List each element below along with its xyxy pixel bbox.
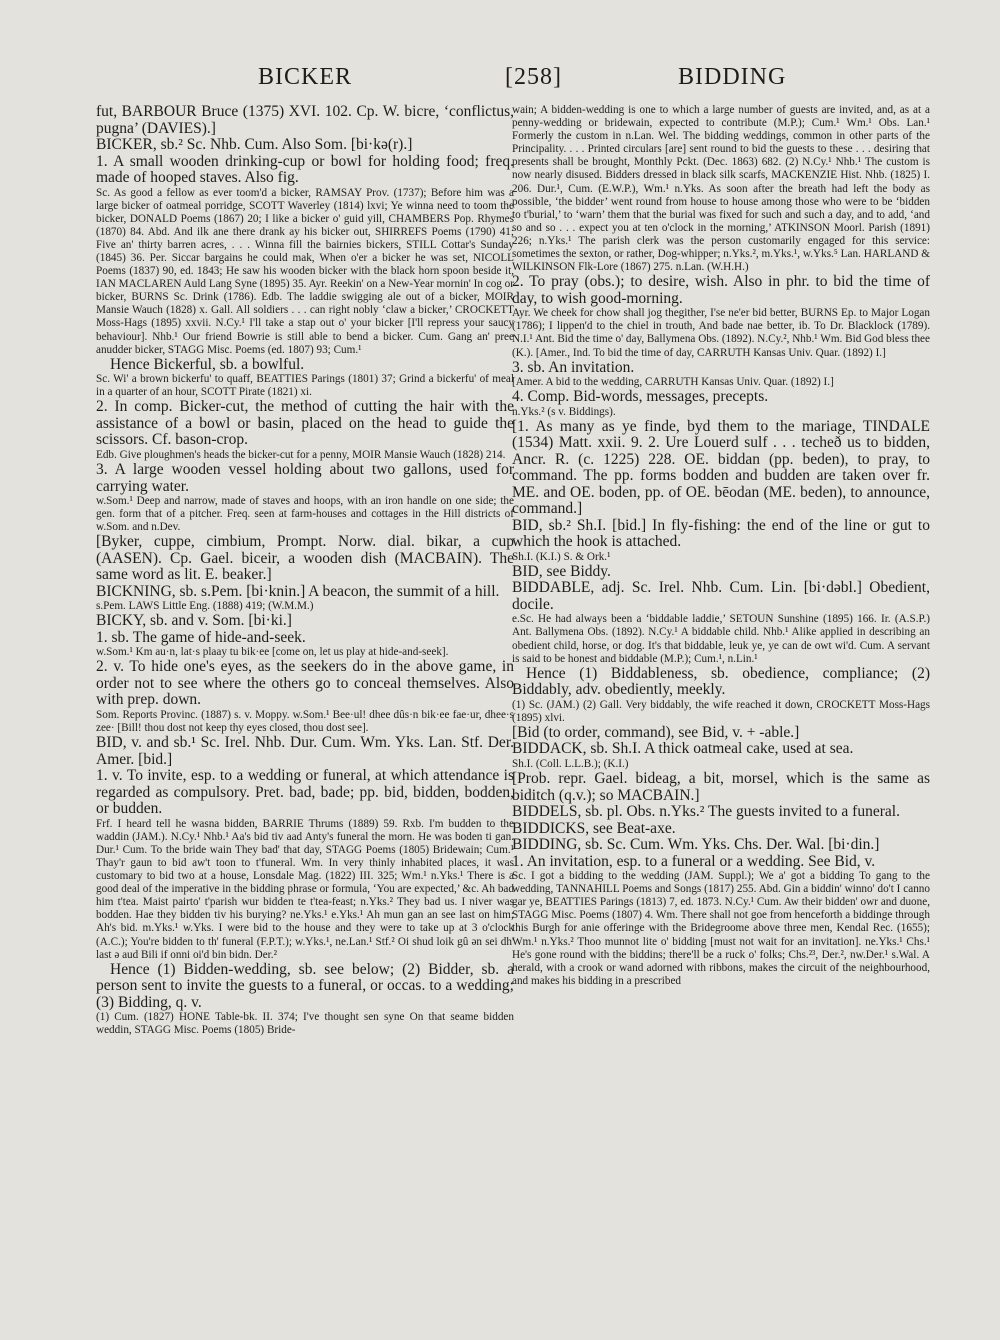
entry-paragraph: 2. To pray (obs.); to desire, wish. Also in phr. to bid the time of day, to wish good-morning.	[512, 273, 930, 307]
entry-paragraph: 1. v. To invite, esp. to a wedding or funeral, at which attendance is regarded as compulsory. Pret. bad, bade; pp. bid, bidden, bodden, or budden.	[96, 767, 514, 818]
entry-paragraph: Hence Bickerful, sb. a bowlful.	[110, 355, 305, 373]
entry-headword-line: BIDDACK, sb. Sh.I. A thick oatmeal cake, used at sea.	[512, 740, 854, 758]
citation-paragraph: Sh.I. (K.I.) S. & Ork.¹	[512, 550, 611, 563]
header-right-word: BIDDING	[678, 64, 787, 90]
entry-headword-line: BICKY, sb. and v. Som. [bi·ki.]	[96, 612, 292, 630]
citation-paragraph: e.Sc. He had always been a ‘biddable laddie,’ SETOUN Sunshine (1895) 166. Ir. (A.S.P.) Ant. Ballymena Obs. (1892). N.Cy.¹ A biddable child. Nhb.¹ Alike applied in describing an obedient child, horse, or dog. It's that biddable, leuk ye, ye can de owt wi'd. Cum. A servant is said to be honest and biddable (M.P.); Cum.¹, n.Lin.¹	[512, 613, 930, 665]
entry-headword-line: BICKNING, sb. s.Pem. [bi·knin.] A beacon, the summit of a hill.	[96, 582, 500, 600]
etymology-paragraph: [1. As many as ye finde, byd them to the mariage, TINDALE (1534) Matt. xxii. 9. 2. Ure Louerd sulf . . . techeð us to bidden, Ancr. R. (c. 1225) 228. OE. biddan (pp. beden), to pray, to command. The pp. forms bodden and budden are taken over fr. ME. and OE. boden, pp. of OE. bēodan (ME. beden), to announce, command.]	[512, 417, 930, 518]
entry-headword-line: BICKER, sb.² Sc. Nhb. Cum. Also Som. [bi·kə(r).]	[96, 136, 413, 153]
citation-paragraph: [Amer. A bid to the wedding, CARRUTH Kansas Univ. Quar. (1892) I.]	[512, 376, 834, 389]
citation-paragraph: Sc. I got a bidding to the wedding (JAM. Suppl.); We a' got a bidding To gang to the wedding, TANNAHILL Poems and Songs (1817) 255. Abd. Gin a biddin' winno' do't I canno gar ye, BEATTIES Parings (1813) 7, ed. 1873. N.Cy.¹ Cum. Aw their bidden' owr and duone, STAGG Misc. Poems (1807) 4. Wm. There shall not goe from henceforth a biddinge through this Burgh for anie offeringe with the Bridegroome above three men, Kendal Rec. (1655); Wm.¹ n.Yks.² Thoo munnot lite o' bidding [must not wait for an invitation]. ne.Yks.¹ Chs.¹ He's gone round with the biddins; there'll be a ruck o' folks; Chs.²³, Der.², nw.Der.¹ s.Wal. A herald, with a crook or wand adorned with ribbons, makes the circuit of the neighbourhood, and makes his bidding in a prescribed	[512, 870, 930, 987]
citation-paragraph: Ayr. We cheek for chow shall jog thegither, I'se ne'er bid better, BURNS Ep. to Major Logan (1786); I lippen'd to the chiel in trouth, And bade nae better, ib. To Dr. Blacklock (1789). N.I.¹ Ant. Bid the time o' day, Ballymena Obs. (1892). N.Cy.², Nhb.¹ Wm. Bid God bless thee (K.). [Amer., Ind. To bid the time of day, CARRUTH Kansas Univ. Quar. (1892) I.]	[512, 307, 930, 359]
citation-paragraph: s.Pem. LAWS Little Eng. (1888) 419; (W.M.M.)	[96, 600, 314, 613]
entry-headword-line: BIDDABLE, adj. Sc. Irel. Nhb. Cum. Lin. [bi·dəbl.] Obedient, docile.	[512, 579, 930, 613]
citation-paragraph: w.Som.¹ Km au·n, lat·s plaay tu bik·ee [come on, let us play at hide-and-seek].	[96, 646, 449, 659]
entry-headword-line: BID, see Biddy.	[512, 562, 611, 580]
entry-paragraph: Hence (1) Bidden-wedding, sb. see below; (2) Bidder, sb. a person sent to invite the guests to a funeral, or occas. to a wedding; (3) Bidding, q. v.	[96, 960, 514, 1011]
etymology-paragraph: [Prob. repr. Gael. bideag, a bit, morsel, which is the same as biditch (q.v.); so MACBAIN.]	[512, 770, 930, 804]
citation-paragraph: n.Yks.² (s v. Biddings).	[512, 405, 616, 418]
citation-paragraph: Sh.I. (Coll. L.L.B.); (K.I.)	[512, 757, 629, 770]
citation-paragraph: Som. Reports Provinc. (1887) s. v. Moppy. w.Som.¹ Bee·ul! dhee dûs·n bik·ee fae·ur, dhee·s zee· [Bill! thou dost not keep thy eyes closed, thou dost see].	[96, 708, 514, 735]
entry-paragraph: fut, BARBOUR Bruce (1375) XVI. 102. Cp. W. bicre, ‘conflictus, pugna’ (DAVIES).]	[96, 104, 514, 137]
entry-paragraph: 1. An invitation, esp. to a funeral or a wedding. See Bid, v.	[512, 852, 876, 870]
citation-paragraph: wain; A bidden-wedding is one to which a large number of guests are invited, and, as at a penny-wedding or bridewain, expected to contribute (M.P.); Cum.¹ Wm.¹ Obs. Lan.¹ Formerly the custom in n.Lan. Wel. The bidding weddings, common in other parts of the Principality. . . . Printed circulars [are] sent round to bid the guests to these . . . desiring that presents shall be brought, Monthly Pckt. (Dec. 1863) 682. (2) N.Cy.¹ Nhb.¹ The custom is now nearly disused. Bidders dressed in black silk scarfs, MACKENZIE Hist. Nhb. (1825) I. 206. Dur.¹, Cum. (E.W.P.), Wm.¹ n.Yks. As soon after the breath had left the body as possible, ‘the bidder’ went round from house to house among those who were to be ‘bidden to t'burial,’ to ‘warn’ them that the burial was fixed for such and such a day, and to add, ‘and so and so . . . expect you at ten o'clock in the morning,’ ATKINSON Moorl. Parish (1891) 226; n.Yks.¹ The parish clerk was the person customarily engaged for this service: sometimes the sexton, or rather, Dog-whipper; n.Yks.², m.Yks.¹, w.Yks.⁵ Lan. HARLAND & WILKINSON Flk-Lore (1867) 275. n.Lan. (W.H.H.)	[512, 104, 930, 274]
entry-paragraph: 1. sb. The game of hide-and-seek.	[96, 628, 306, 646]
entry-headword-line: BID, v. and sb.¹ Sc. Irel. Nhb. Dur. Cum. Wm. Yks. Lan. Stf. Der. Amer. [bid.]	[96, 734, 514, 768]
header-left-word: BICKER	[258, 64, 353, 90]
entry-paragraph: 3. A large wooden vessel holding about two gallons, used for carrying water.	[96, 461, 514, 495]
entry-paragraph: 2. v. To hide one's eyes, as the seekers do in the above game, in order not to see where the others go to conceal themselves. Also with prep. down.	[96, 658, 514, 709]
etymology-paragraph: [Bid (to order, command), see Bid, v. + -able.]	[512, 723, 800, 741]
citation-paragraph: Frf. I heard tell he wasna bidden, BARRIE Thrums (1889) 59. Rxb. I'm budden to the waddin (JAM.). N.Cy.¹ Nhb.¹ Aa's bid tiv aad Anty's funeral the morn. He was boden ti gan. Dur.¹ Cum. To the bride wain They bad' that day, STAGG Poems (1805) Bridewain; Cum.¹ Thay'r gaun to bid aw't toon to t'funeral. Wm. In very thinly inhabited places, it was customary to bid two at a house, Lonsdale Mag. (1822) III. 325; Wm.¹ n.Yks.¹ There is a good deal of the imperative in the bidding phrase or formula, ‘You are expected,’ &c. Ah bad him t'tea. Maist pairto' t'parish wur bidden te t'tea-feast; n.Yks.² They bad us. I niver was bodden. Hae they bidden tiv his burying? ne.Yks.¹ e.Yks.¹ Ah mun gan an see last on him; Ah's bid. m.Yks.¹ w.Yks. I were bid to the house and they were to take up at 3 o'clock (A.C.); You're bidden to th' funeral (F.P.T.); w.Yks.¹, ne.Lan.¹ Stf.² Oi shud loik gû ən sei dh' last ə aud Bili if onni oi'd bin bidn. Der.²	[96, 817, 514, 961]
citation-paragraph: (1) Cum. (1827) HONE Table-bk. II. 374; I've thought sen syne On that seame bidden weddin, STAGG Misc. Poems (1805) Bride-	[96, 1011, 514, 1037]
citation-paragraph: Sc. Wi' a brown bickerfu' to quaff, BEATTIES Parings (1801) 37; Grind a bickerfu' of meal in a quarter of an hour, SCOTT Pirate (1821) xi.	[96, 373, 514, 399]
entry-paragraph: 3. sb. An invitation.	[512, 358, 635, 376]
left-column	[96, 104, 514, 1294]
right-column	[512, 104, 930, 1294]
entry-paragraph: Hence (1) Biddableness, sb. obedience, compliance; (2) Biddably, adv. obediently, meekly.	[512, 664, 930, 699]
entry-paragraph: 1. A small wooden drinking-cup or bowl for holding food; freq. made of hooped staves. Also fig.	[96, 152, 514, 186]
entry-headword-line: BIDDELS, sb. pl. Obs. n.Yks.² The guests invited to a funeral.	[512, 803, 900, 821]
page-number: [258]	[505, 64, 562, 90]
entry-headword-line: BIDDICKS, see Beat-axe.	[512, 819, 676, 837]
entry-headword-line: BIDDING, sb. Sc. Cum. Wm. Yks. Chs. Der. Wal. [bi·din.]	[512, 836, 880, 854]
running-header	[100, 64, 940, 100]
citation-paragraph: w.Som.¹ Deep and narrow, made of staves and hoops, with an iron handle on one side; the gen. form that of a pitcher. Freq. seen at farm-houses and cottages in the Hill districts of w.Som. and n.Dev.	[96, 495, 514, 534]
entry-paragraph: 4. Comp. Bid-words, messages, precepts.	[512, 388, 769, 406]
entry-headword-line: BID, sb.² Sh.I. [bid.] In fly-fishing: the end of the line or gut to which the hook is attached.	[512, 516, 930, 551]
citation-paragraph: Edb. Give ploughmen's heads the bicker-cut for a penny, MOIR Mansie Wauch (1828) 214.	[96, 448, 506, 461]
citation-paragraph: Sc. As good a fellow as ever toom'd a bicker, RAMSAY Prov. (1737); Before him was a large bicker of oatmeal porridge, SCOTT Waverley (1814) lxvi; Ye winna need to toom the bicker, DONALD Poems (1867) 20; I like a bicker o' guid yill, CHAMBERS Pop. Rhymes (1870) 84. Abd. And ilk ane there drank ay his bicker out, SHIRREFS Poems (1790) 41; Five an' thirty barren acres, . . . Winna fill the bairnies bickers, STILL Cottar's Sunday (1845) 36. Per. Siccar bargains he could mak, When o'er a bicker he was set, NICOLL Poems (1837) 90, ed. 1843; He saw his wooden bicker with the black horn spoon beside it, IAN MACLAREN Auld Lang Syne (1895) 35. Ayr. Reekin' on a New-Year mornin' In cog or bicker, BURNS Sc. Drink (1786). Edb. The laddie swigging ale out of a bicker, MOIR Mansie Wauch (1828) x. Gall. All soldiers . . . can right nobly ‘claw a bicker,’ CROCKETT Moss-Hags (1895) xxvii. N.Cy.¹ I'll take a stap out o' your bicker [I'll repress your saucy behaviour]. Nhb.¹ Our friend Bowrie is still able to bend a bicker. Cum. Gang an' pree anudder bicker, STAGG Misc. Poems (ed. 1807) 93; Cum.¹	[96, 186, 514, 356]
entry-paragraph: 2. In comp. Bicker-cut, the method of cutting the hair with the assistance of a bowl or basin, placed on the head to guide the scissors. Cf. bason-crop.	[96, 398, 514, 449]
etymology-paragraph: [Byker, cuppe, cimbium, Prompt. Norw. dial. bikar, a cup (AASEN). Cp. Gael. biceir, a wooden dish (MACBAIN). The same word as lit. E. beaker.]	[96, 533, 514, 584]
citation-paragraph: (1) Sc. (JAM.) (2) Gall. Very biddably, the wife reached it down, CROCKETT Moss-Hags (1895) xlvi.	[512, 698, 930, 724]
